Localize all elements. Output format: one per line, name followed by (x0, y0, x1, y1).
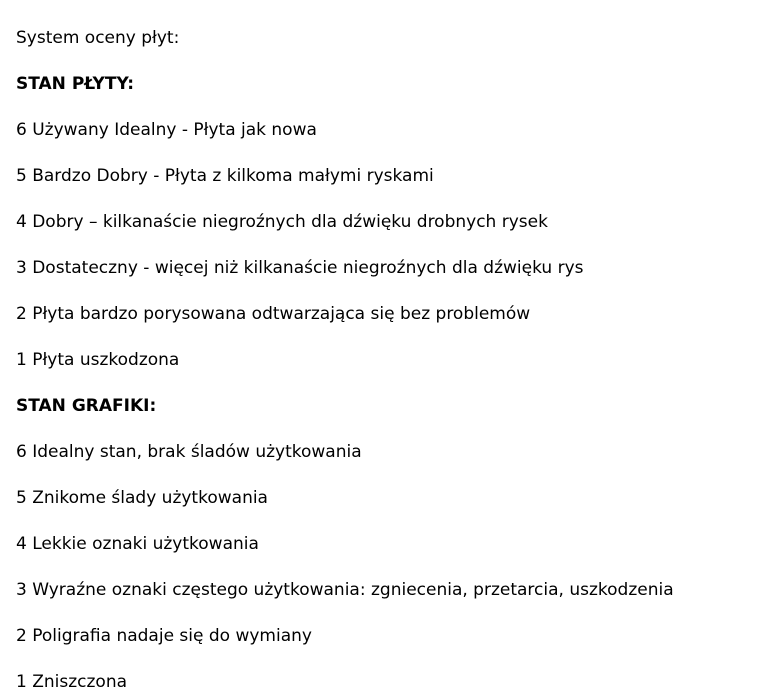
rating-item-grafika-1: 1 Zniszczona (16, 672, 128, 692)
rating-item-grafika-6: 6 Idealny stan, brak śladów użytkowania (16, 442, 362, 462)
page-title: System oceny płyt: (16, 28, 180, 48)
rating-item-grafika-3: 3 Wyraźne oznaki częstego użytkowania: zgniecenia, przetarcia, uszkodzenia (16, 580, 674, 600)
rating-item-plyta-2: 2 Płyta bardzo porysowana odtwarzająca się bez problemów (16, 304, 531, 324)
rating-item-plyta-4: 4 Dobry – kilkanaście niegroźnych dla dźwięku drobnych rysek (16, 212, 548, 232)
rating-item-grafika-5: 5 Znikome ślady użytkowania (16, 488, 268, 508)
rating-item-plyta-6: 6 Używany Idealny - Płyta jak nowa (16, 120, 317, 140)
rating-item-plyta-1: 1 Płyta uszkodzona (16, 350, 180, 370)
rating-item-grafika-2: 2 Poligrafia nadaje się do wymiany (16, 626, 312, 646)
section-heading-stan-grafiki: STAN GRAFIKI: (16, 396, 157, 416)
rating-item-plyta-5: 5 Bardzo Dobry - Płyta z kilkoma małymi ryskami (16, 166, 434, 186)
section-heading-stan-plyty: STAN PŁYTY: (16, 74, 135, 94)
rating-item-plyta-3: 3 Dostateczny - więcej niż kilkanaście niegroźnych dla dźwięku rys (16, 258, 584, 278)
rating-item-grafika-4: 4 Lekkie oznaki użytkowania (16, 534, 259, 554)
